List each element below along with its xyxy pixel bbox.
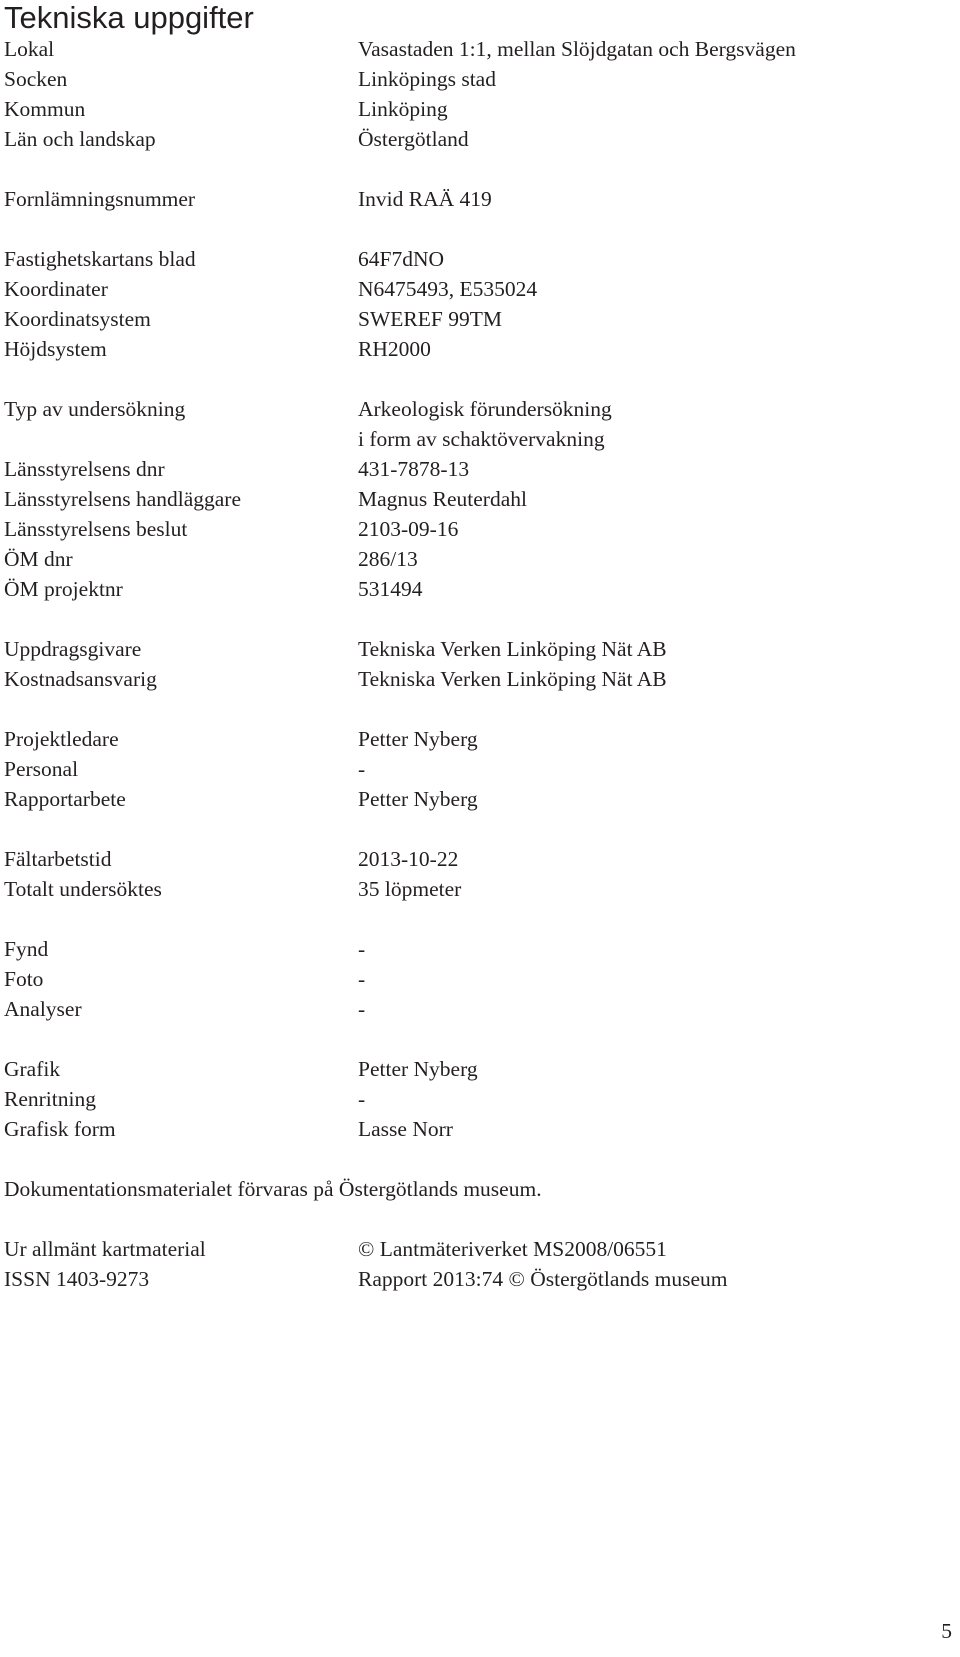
row-label: Kommun	[4, 97, 86, 121]
row-label: Foto	[4, 967, 44, 991]
info-row-grafik	[0, 1054, 960, 1084]
row-label: Totalt undersöktes	[4, 877, 162, 901]
row-value: Petter Nyberg	[358, 1057, 478, 1081]
row-label: ISSN 1403-9273	[4, 1267, 150, 1291]
info-row-kommun	[0, 94, 960, 124]
row-value: -	[358, 937, 366, 961]
info-row-rapportarbete	[0, 784, 960, 814]
row-value: Tekniska Verken Linköping Nät AB	[358, 637, 667, 661]
info-row-socken	[0, 64, 960, 94]
info-row-hojdsystem	[0, 334, 960, 364]
storage-note: Dokumentationsmaterialet förvaras på Östergötlands museum.	[4, 1177, 542, 1201]
row-label: Länsstyrelsens dnr	[4, 457, 165, 481]
info-row-renritning	[0, 1084, 960, 1114]
row-value: Rapport 2013:74 © Östergötlands museum	[358, 1267, 728, 1291]
row-label: Typ av undersökning	[4, 397, 186, 421]
footer-row-issn	[0, 1264, 960, 1294]
row-label: Projektledare	[4, 727, 119, 751]
row-label: Fastighetskartans blad	[4, 247, 196, 271]
row-label: Fornlämningsnummer	[4, 187, 196, 211]
row-value: 2103-09-16	[358, 517, 459, 541]
row-value: Östergötland	[358, 127, 469, 151]
info-row-om-dnr	[0, 544, 960, 574]
row-label: Koordinatsystem	[4, 307, 151, 331]
row-value: Vasastaden 1:1, mellan Slöjdgatan och Bergsvägen	[358, 37, 796, 61]
info-row-foto	[0, 964, 960, 994]
info-row-personal	[0, 754, 960, 784]
row-value: Arkeologisk förundersökning	[358, 397, 612, 421]
info-row-lansstyrelsens-beslut	[0, 514, 960, 544]
row-label: Personal	[4, 757, 79, 781]
row-value: -	[358, 967, 366, 991]
info-row-koordinatsystem	[0, 304, 960, 334]
row-label: Grafik	[4, 1057, 61, 1081]
info-row-faltarbetstid	[0, 844, 960, 874]
row-value: Linköping	[358, 97, 448, 121]
row-value: SWEREF 99TM	[358, 307, 502, 331]
row-label: Länsstyrelsens handläggare	[4, 487, 242, 511]
info-row-grafisk-form	[0, 1114, 960, 1144]
info-row-lansstyrelsens-dnr	[0, 454, 960, 484]
row-value: Petter Nyberg	[358, 787, 478, 811]
row-label: Höjdsystem	[4, 337, 107, 361]
row-value: -	[358, 997, 366, 1021]
row-value: 431-7878-13	[358, 457, 470, 481]
row-value: 531494	[358, 577, 423, 601]
info-row-om-projektnr	[0, 574, 960, 604]
info-row-uppdragsgivare	[0, 634, 960, 664]
row-label: Ur allmänt kartmaterial	[4, 1237, 206, 1261]
info-row-typ-av-undersokning	[0, 394, 960, 451]
info-row-projektledare	[0, 724, 960, 754]
info-row-fornlamningsnummer	[0, 184, 960, 214]
info-row-fynd	[0, 934, 960, 964]
info-row-lansstyrelsens-handlaggare	[0, 484, 960, 514]
row-value: 2013-10-22	[358, 847, 459, 871]
info-row-fastighetskartans-blad	[0, 244, 960, 274]
info-row-lan	[0, 124, 960, 154]
footer-row-kartmaterial	[0, 1234, 960, 1264]
row-label: Kostnadsansvarig	[4, 667, 157, 691]
row-label: Uppdragsgivare	[4, 637, 142, 661]
page-title: Tekniska uppgifter	[4, 0, 254, 35]
row-label: Lokal	[4, 37, 55, 61]
row-label: Grafisk form	[4, 1117, 116, 1141]
row-value-continued: i form av schaktövervakning	[358, 427, 605, 451]
row-label: Fältarbetstid	[4, 847, 112, 871]
row-label: ÖM projektnr	[4, 577, 123, 601]
info-row-analyser	[0, 994, 960, 1024]
row-value: 64F7dNO	[358, 247, 445, 271]
row-value: Magnus Reuterdahl	[358, 487, 527, 511]
row-label: Socken	[4, 67, 68, 91]
row-value: -	[358, 757, 366, 781]
row-label: Fynd	[4, 937, 49, 961]
row-value: Linköpings stad	[358, 67, 496, 91]
row-value: Tekniska Verken Linköping Nät AB	[358, 667, 667, 691]
row-label: Länsstyrelsens beslut	[4, 517, 188, 541]
row-label: Rapportarbete	[4, 787, 126, 811]
row-value: RH2000	[358, 337, 431, 361]
row-label: ÖM dnr	[4, 547, 73, 571]
row-label: Län och landskap	[4, 127, 156, 151]
row-label: Analyser	[4, 997, 82, 1021]
row-value: 35 löpmeter	[358, 877, 462, 901]
page-number: 5	[941, 1619, 952, 1643]
row-value: N6475493, E535024	[358, 277, 538, 301]
info-row-totalt-undersoktes	[0, 874, 960, 904]
row-value: Petter Nyberg	[358, 727, 478, 751]
row-value: Invid RAÄ 419	[358, 187, 492, 211]
row-value: © Lantmäteriverket MS2008/06551	[358, 1237, 667, 1261]
info-row-koordinater	[0, 274, 960, 304]
info-row-kostnadsansvarig	[0, 664, 960, 694]
row-label: Renritning	[4, 1087, 96, 1111]
row-label: Koordinater	[4, 277, 108, 301]
row-value: 286/13	[358, 547, 418, 571]
info-row-lokal	[0, 34, 960, 64]
row-value: -	[358, 1087, 366, 1111]
row-value: Lasse Norr	[358, 1117, 453, 1141]
